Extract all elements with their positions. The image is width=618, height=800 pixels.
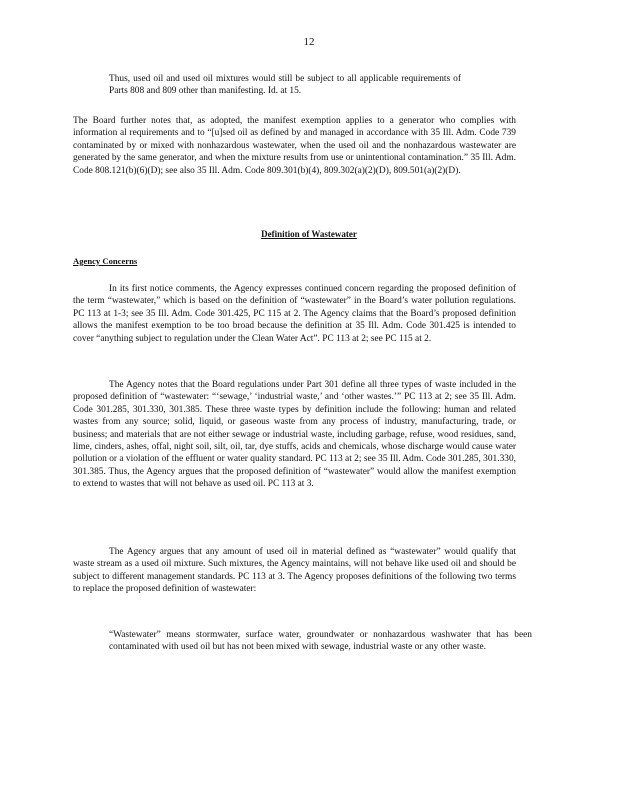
section-heading-text: Definition of Wastewater [261,229,357,239]
paragraph-first-notice: In its first notice comments, the Agency expresses continued concern regarding the proposed definition of the term “wastewater,” which is based on the definition of “wastewater” in the Board’s water pollution regulations. PC 113 at 1-3; see 35 Ill. Adm. Code 301.425, PC 115 at 2. The Agency claims that the Board’s proposed definition allows the manifest exemption to be too broad because the definition at 35 Ill. Adm. Code 301.425 is intended to cover “anything subject to regulation under the Clean Water Act”. PC 113 at 2; see PC 115 at 2. [73,284,516,344]
page-number: 12 [303,36,315,48]
block-quote-wastewater-definition: “Wastewater” means stormwater, surface water, groundwater or nonhazardous washwater that has been contaminated with used oil but has not been mixed with sewage, industrial waste or any other waste. [109,630,532,653]
board-paragraph: The Board further notes that, as adopted, the manifest exemption applies to a generator who complies with information al requirements and to “[u]sed oil as defined by and managed in accordance with 35 Ill. Adm. Code 739 contaminated by or mixed with nonhazardous wastewater, when the used oil and the nonhazardous wastewater are generated by the same generator, and when the mixture results from use or unintentional contamination.” 35 Ill. Adm. Code 808.121(b)(6)(D); see also 35 Ill. Adm. Code 809.301(b)(4), 809.302(a)(2)(D), 809.501(a)(2)(D). [73,116,516,176]
block-quote-manifest: Thus, used oil and used oil mixtures would still be subject to all applicable requirements of Parts 808 and 809 other than manifesting. Id. at 15. [109,74,461,97]
subheading-agency-concerns: Agency Concerns [73,256,138,266]
paragraph-any-amount: The Agency argues that any amount of used oil in material defined as “wastewater” would qualify that waste stream as a used oil mixture. Such mixtures, the Agency maintains, will not behave like used oil and should be subject to different management standards. PC 113 at 3. The Agency proposes definitions of the following two terms to replace the proposed definition of wastewater: [73,547,516,595]
section-heading [0,229,618,239]
paragraph-part-301: The Agency notes that the Board regulations under Part 301 define all three types of waste included in the proposed definition of “wastewater: “‘sewage,’ ‘industrial waste,’ and ‘other wastes.’” PC 113 at 2; see 35 Ill. Adm. Code 301.285, 301.330, 301.385. These three waste types by definition include the following: human and related wastes from any source; solid, liquid, or gaseous waste from any process of industry, manufacturing, trade, or business; and materials that are not either sewage or industrial waste, including garbage, refuse, wood residues, sand, lime, cinders, ashes, offal, night soil, silt, oil, tar, dye stuffs, acids and chemicals, whose discharge would cause water pollution or a violation of the effluent or water quality standard. PC 113 at 2; see 35 Ill. Adm. Code 301.285, 301.330, 301.385. Thus, the Agency argues that the proposed definition of “wastewater” would allow the manifest exemption to extend to wastes that will not behave as used oil. PC 113 at 3. [73,380,516,490]
